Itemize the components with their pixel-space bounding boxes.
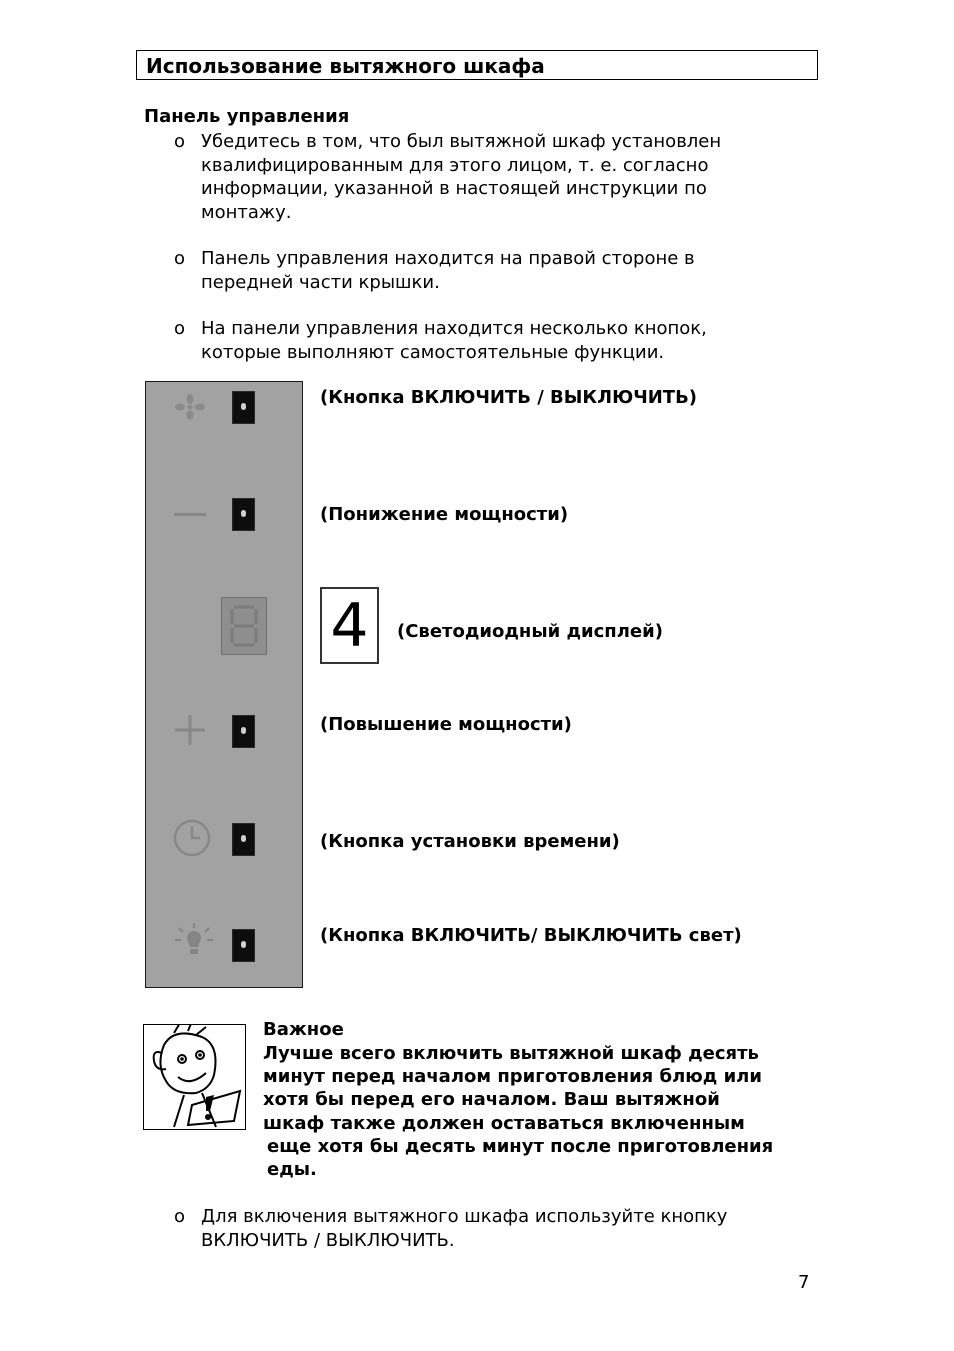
bullet-line: Для включения вытяжного шкафа используйте кнопку	[201, 1206, 728, 1227]
note-line: еще хотя бы десять минут после приготовления	[267, 1136, 774, 1157]
timer-button[interactable]	[232, 823, 255, 856]
display-digit-box	[320, 587, 379, 664]
light-icon	[174, 922, 214, 958]
light-button-label: (Кнопка ВКЛЮЧИТЬ/ ВЫКЛЮЧИТЬ свет)	[320, 925, 742, 946]
timer-button-label: (Кнопка установки времени)	[320, 831, 620, 852]
bullet-mark: o	[174, 131, 186, 152]
led-display-label: (Светодиодный дисплей)	[397, 621, 663, 642]
bullet-mark: o	[174, 248, 186, 269]
bullet-line: передней части крышки.	[201, 271, 440, 293]
bullet-line: Панель управления находится на правой стороне в	[201, 248, 695, 269]
minus-icon	[174, 513, 206, 516]
note-line: Лучше всего включить вытяжной шкаф десять	[263, 1043, 759, 1064]
bullet-line: ВКЛЮЧИТЬ / ВЫКЛЮЧИТЬ.	[201, 1230, 455, 1251]
fan-icon	[174, 394, 206, 420]
note-heading: Важное	[263, 1019, 344, 1040]
control-panel-image	[145, 381, 303, 988]
bullet-mark: o	[174, 318, 186, 339]
power-button-label: (Кнопка ВКЛЮЧИТЬ / ВЫКЛЮЧИТЬ)	[320, 387, 698, 408]
increase-power-button[interactable]	[232, 715, 255, 748]
bullet-line: которые выполняют самостоятельные функции.	[201, 341, 665, 363]
bullet-line: Убедитесь в том, что был вытяжной шкаф установлен	[201, 131, 722, 152]
bullet-line: На панели управления находится несколько кнопок,	[201, 318, 707, 339]
note-line: еды.	[267, 1159, 317, 1180]
led-display	[221, 597, 267, 655]
display-digit: 4	[330, 591, 369, 661]
note-line: хотя бы перед его началом. Ваш вытяжной	[263, 1089, 720, 1110]
note-line: шкаф также должен оставаться включенным	[263, 1113, 745, 1134]
increase-power-label: (Повышение мощности)	[320, 714, 572, 735]
bullet-mark: o	[174, 1206, 186, 1227]
section-heading: Панель управления	[144, 106, 350, 127]
clock-icon	[172, 818, 212, 858]
cartoon-character-icon	[143, 1024, 246, 1130]
page-title: Использование вытяжного шкафа	[146, 54, 545, 78]
decrease-power-button[interactable]	[232, 498, 255, 531]
page-number: 7	[798, 1272, 810, 1293]
bullet-line: квалифицированным для этого лицом, т. е. согласно	[201, 154, 709, 176]
bullet-line: монтажу.	[201, 201, 292, 223]
note-line: минут перед началом приготовления блюд или	[263, 1066, 762, 1087]
plus-icon	[174, 714, 206, 746]
bullet-line: информации, указанной в настоящей инструкции по	[201, 178, 707, 199]
decrease-power-label: (Понижение мощности)	[320, 504, 569, 525]
power-button[interactable]	[232, 391, 255, 424]
page-title-box	[136, 50, 818, 80]
light-button[interactable]	[232, 929, 255, 962]
